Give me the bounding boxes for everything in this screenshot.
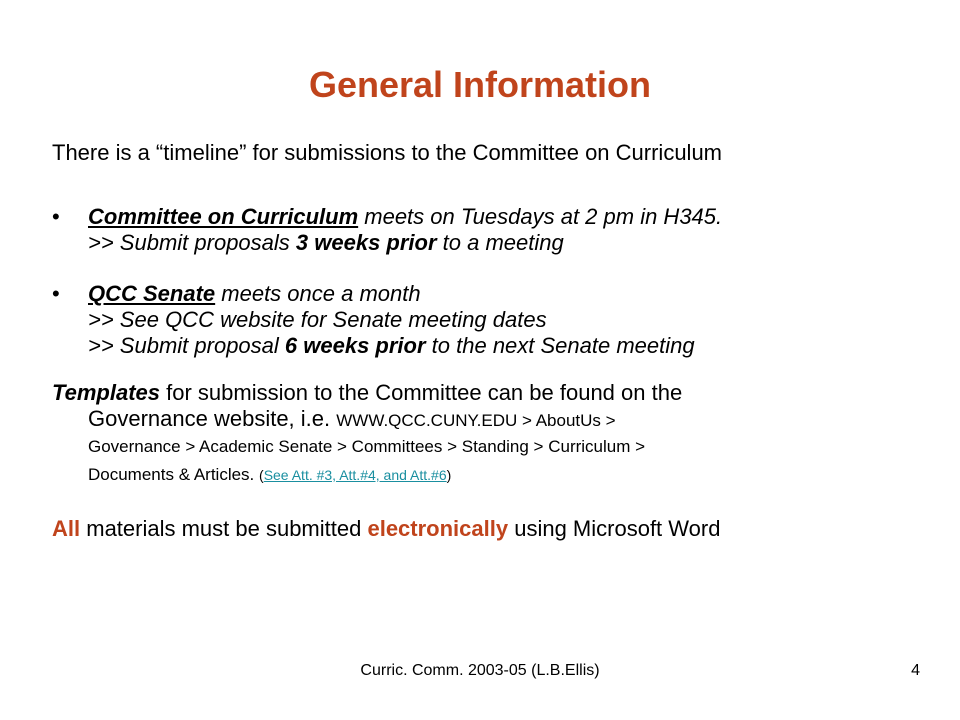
- governance-path-2: Governance > Academic Senate > Committees > Standing > Curriculum >: [88, 437, 646, 456]
- bullet-senate: [52, 281, 695, 359]
- senate-submit-weeks: 6 weeks prior: [284, 333, 426, 358]
- senate-dates-text: >> See QCC website for Senate meeting dates: [88, 307, 547, 332]
- senate-submit-pre: >> Submit proposal: [88, 333, 285, 358]
- committee-submit-post: to a meeting: [436, 230, 564, 255]
- paren-close: ): [446, 467, 452, 483]
- templates-text: for submission to the Committee can be found on the: [160, 380, 683, 405]
- all-end-text: using Microsoft Word: [508, 516, 721, 541]
- bullet-dot-icon: •: [52, 281, 60, 306]
- all-mid-text: materials must be submitted: [80, 516, 368, 541]
- governance-path-3: Documents & Articles.: [88, 465, 260, 484]
- page-number: 4: [911, 662, 920, 679]
- slide-title: General Information: [308, 64, 652, 105]
- senate-name: QCC Senate: [88, 281, 216, 306]
- committee-name: Committee on Curriculum: [88, 204, 359, 229]
- electronic-submission-line: [52, 516, 720, 542]
- bullet-committee: [52, 204, 722, 256]
- governance-path-1: WWW.QCC.CUNY.EDU > AboutUs >: [336, 411, 616, 430]
- electronically-word: electronically: [367, 516, 509, 541]
- senate-submit-post: to the next Senate meeting: [425, 333, 695, 358]
- paren-open: (: [259, 467, 264, 483]
- templates-bold: Templates: [52, 380, 161, 405]
- governance-website-text: Governance website, i.e.: [88, 406, 337, 431]
- bullet-dot-icon: •: [52, 204, 60, 229]
- templates-paragraph: [52, 380, 932, 488]
- senate-meeting-text: meets once a month: [215, 281, 421, 306]
- committee-submit-pre: >> Submit proposals: [88, 230, 296, 255]
- committee-meeting-text: meets on Tuesdays at 2 pm in H345.: [358, 204, 723, 229]
- all-word: All: [52, 516, 81, 541]
- footer-text: Curric. Comm. 2003-05 (L.B.Ellis): [360, 662, 600, 679]
- committee-submit-weeks: 3 weeks prior: [295, 230, 437, 255]
- attachments-link[interactable]: See Att. #3, Att.#4, and Att.#6: [263, 467, 447, 483]
- intro-text: There is a “timeline” for submissions to the Committee on Curriculum: [52, 140, 723, 165]
